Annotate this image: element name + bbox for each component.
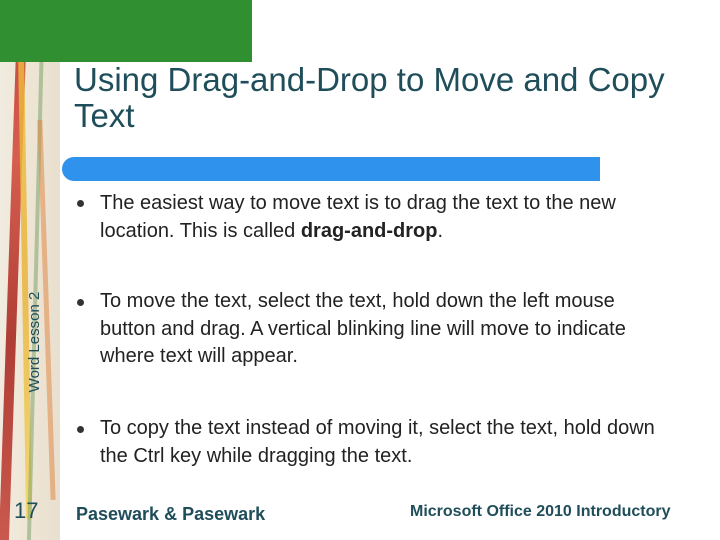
footer-authors: Pasewark & Pasewark xyxy=(76,504,266,524)
slide-title: Using Drag-and-Drop to Move and Copy Text xyxy=(74,61,665,134)
title-underline-bar xyxy=(62,157,600,181)
bullet-dot-icon xyxy=(77,200,84,207)
bold-term: drag-and-drop xyxy=(300,219,438,242)
bullet-dot-icon xyxy=(77,299,84,306)
footer-course-title: Microsoft Office 2010 Introductory xyxy=(410,503,671,520)
bullet-text: To copy the text instead of moving it, select the text, hold down the Ctrl key while dragging the text. xyxy=(100,417,655,467)
side-lesson-label: Word Lesson 2 xyxy=(25,291,43,393)
bullet-text: To move the text, select the text, hold down the left mouse button and drag. A vertical blinking line will move to indicate where text will appear. xyxy=(100,290,626,368)
bullet-dot-icon xyxy=(77,426,84,433)
page-number: 17 xyxy=(14,498,39,523)
title-area xyxy=(60,62,720,158)
header-green-block xyxy=(0,0,252,62)
bullet-text: The easiest way to move text is to drag the text to the new location. This is called drag-and-drop. xyxy=(100,192,616,242)
